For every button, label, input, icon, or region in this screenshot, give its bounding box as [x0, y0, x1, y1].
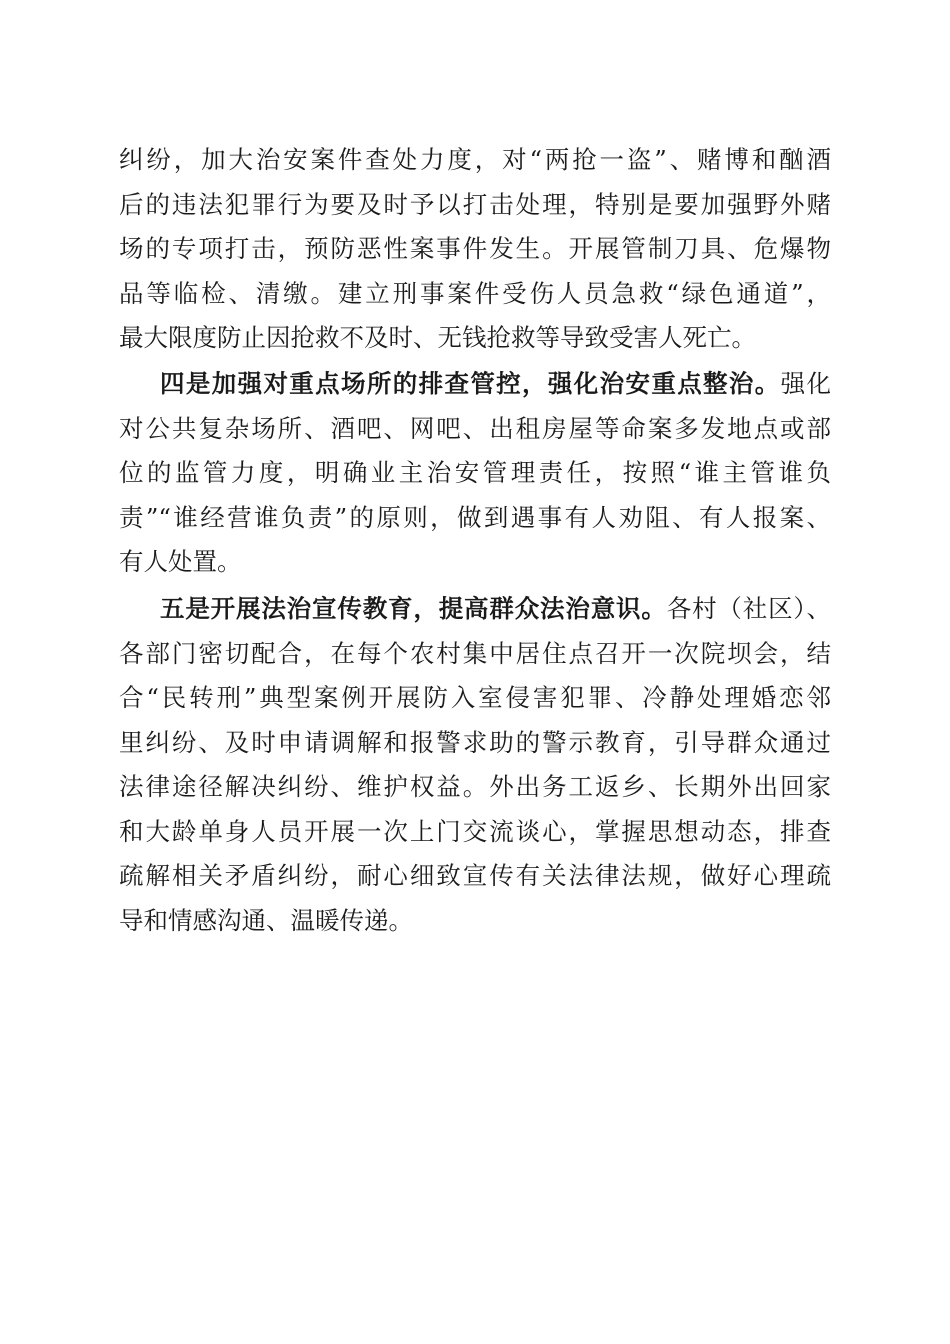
paragraph-first-line — [119, 587, 831, 632]
paragraph-line: 合“民转刑”典型案例开展防入室侵害犯罪、冷静处理婚恋邻 — [119, 683, 831, 712]
paragraph-line: 纠纷，加大治安案件查处力度，对“两抢一盗”、赌博和酗酒 — [119, 145, 831, 174]
paragraph-5 — [119, 587, 831, 943]
paragraph-line: 对公共复杂场所、酒吧、网吧、出租房屋等命案多发地点或部 — [119, 413, 831, 443]
paragraph-line: 有人处置。 — [119, 547, 242, 576]
paragraph-line: 导和情感沟通、温暖传递。 — [119, 905, 413, 935]
paragraph-first-line — [119, 362, 831, 407]
paragraph-line: 场的专项打击，预防恶性案事件发生。开展管制刀具、危爆物 — [119, 234, 831, 263]
paragraph-line: 最大限度防止因抢救不及时、无钱抢救等导致受害人死亡。 — [119, 323, 756, 352]
paragraph-line: 法律途径解决纠纷、维护权益。外出务工返乡、长期外出回家 — [119, 772, 831, 801]
paragraph-line: 里纠纷、及时申请调解和报警求助的警示教育，引导群众通过 — [119, 727, 831, 757]
paragraph-line: 位的监管力度，明确业主治安管理责任，按照“谁主管谁负 — [119, 458, 831, 487]
paragraph-text: 强化 — [780, 369, 831, 398]
paragraph-text: 各村（社区）、 — [666, 594, 831, 623]
paragraph-4 — [119, 362, 831, 585]
paragraph-line: 责”“谁经营谁负责”的原则，做到遇事有人劝阻、有人报案、 — [119, 502, 831, 532]
paragraph-line: 品等临检、清缴。建立刑事案件受伤人员急救“绿色通道”， — [119, 278, 831, 308]
paragraph-line: 后的违法犯罪行为要及时予以打击处理，特别是要加强野外赌 — [119, 189, 831, 219]
paragraph-heading: 五是开展法治宣传教育，提高群众法治意识。 — [160, 594, 667, 623]
paragraph-line: 各部门密切配合，在每个农村集中居住点召开一次院坝会，结 — [119, 638, 831, 668]
paragraph-3-continued — [119, 138, 831, 361]
paragraph-heading: 四是加强对重点场所的排查管控，强化治安重点整治。 — [160, 369, 781, 398]
paragraph-line: 和大龄单身人员开展一次上门交流谈心，掌握思想动态，排查 — [119, 816, 831, 846]
paragraph-line: 疏解相关矛盾纠纷，耐心细致宣传有关法律法规，做好心理疏 — [119, 861, 831, 890]
